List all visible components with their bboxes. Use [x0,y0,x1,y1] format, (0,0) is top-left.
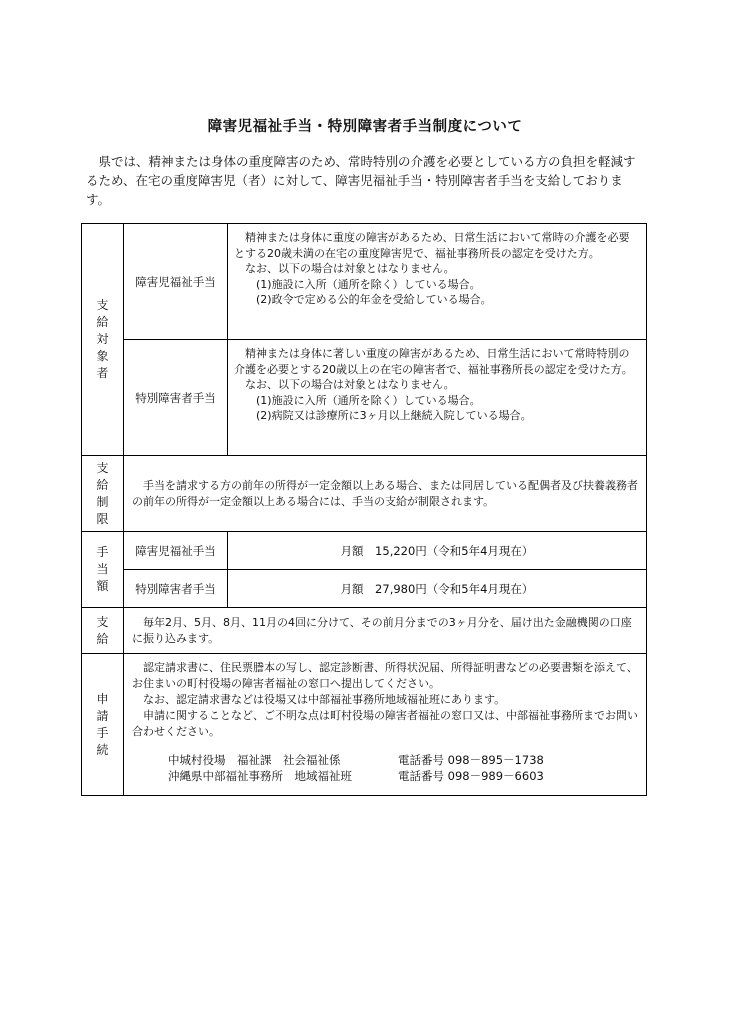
procedure-label: 申 請 手 続 [82,654,124,796]
amount-row-special [82,570,647,608]
limit-label: 支 給 制 限 [82,456,124,532]
contact-org: 中城村役場 福祉課 社会福祉係 [168,753,341,767]
page-title: 障害児福祉手当・特別障害者手当制度について [207,119,523,135]
amount-label: 手 当 額 [82,532,124,608]
procedure-row [82,654,647,796]
contact-phone: 098－989－6603 [447,769,544,783]
amount-child-name: 障害児福祉手当 [124,532,228,570]
contact-org: 沖縄県中部福祉事務所 地域福祉班 [168,769,352,783]
contact-row [168,752,638,768]
child-allowance-desc: 精神または身体に重度の障害があるため、日常生活において常時の介護を必要とする20歳未満の在宅の重度障害児で、福祉事務所長の認定を受けた方。 なお、以下の場合は対象とはなりません。 (1)施設に入所（通所を除く）している場合。 (2)政令で定める公的年金を受給している場合。 [228,224,647,340]
eligibility-label: 支 給 対 象 者 [82,224,124,456]
contact-row [168,768,638,784]
amount-special-name: 特別障害者手当 [124,570,228,608]
payment-text: 毎年2月、5月、8月、11月の4回に分けて、その前月分までの3ヶ月分を、届け出た金融機関の口座に振り込みます。 [124,608,647,654]
info-table [81,223,647,796]
intro-paragraph: 県では、精神または身体の重度障害のため、常時特別の介護を必要としている方の負担を軽減するため、在宅の重度障害児（者）に対して、障害児福祉手当・特別障害者手当を支給しております。 [86,154,636,207]
limit-row [82,456,647,532]
amount-row-child [82,532,647,570]
contact-phone-label: 電話番号 [398,769,444,783]
contact-list [132,752,638,784]
contact-phone-label: 電話番号 [398,753,444,767]
procedure-text: 認定請求書に、住民票謄本の写し、認定診断書、所得状況届、所得証明書などの必要書類を添えて、お住まいの町村役場の障害者福祉の窓口へ提出してください。 なお、認定請求書などは役場又は中部福祉事務所地域福祉班にあります。 申請に関することなど、ご不明な点は町村役場の障害者福祉の窓口又は、中部福祉事務所までお問い合わせください。 中城村役場 福祉課 社会福祉係 電話番号 098－895－1738 沖縄県中部福祉事務所 地域福祉班 電話番号 098－989－6603 [124,654,647,796]
amount-special-value: 月額 27,980円（令和5年4月現在） [228,570,647,608]
payment-row [82,608,647,654]
limit-text: 手当を請求する方の前年の所得が一定金額以上ある場合、または同居している配偶者及び扶養義務者の前年の所得が一定金額以上ある場合には、手当の支給が制限されます。 [124,456,647,532]
child-allowance-name: 障害児福祉手当 [124,224,228,340]
special-allowance-name: 特別障害者手当 [124,340,228,456]
special-allowance-desc: 精神または身体に著しい重度の障害があるため、日常生活において常時特別の介護を必要とする20歳以上の在宅の障害者で、福祉事務所長の認定を受けた方。 なお、以下の場合は対象とはなりません。 (1)施設に入所（通所を除く）している場合。 (2)病院又は診療所に3ヶ月以上継続入院している場合。 [228,340,647,456]
eligibility-special-row [82,340,647,456]
eligibility-child-row [82,224,647,340]
contact-phone: 098－895－1738 [447,753,544,767]
amount-child-value: 月額 15,220円（令和5年4月現在） [228,532,647,570]
payment-label: 支 給 [82,608,124,654]
